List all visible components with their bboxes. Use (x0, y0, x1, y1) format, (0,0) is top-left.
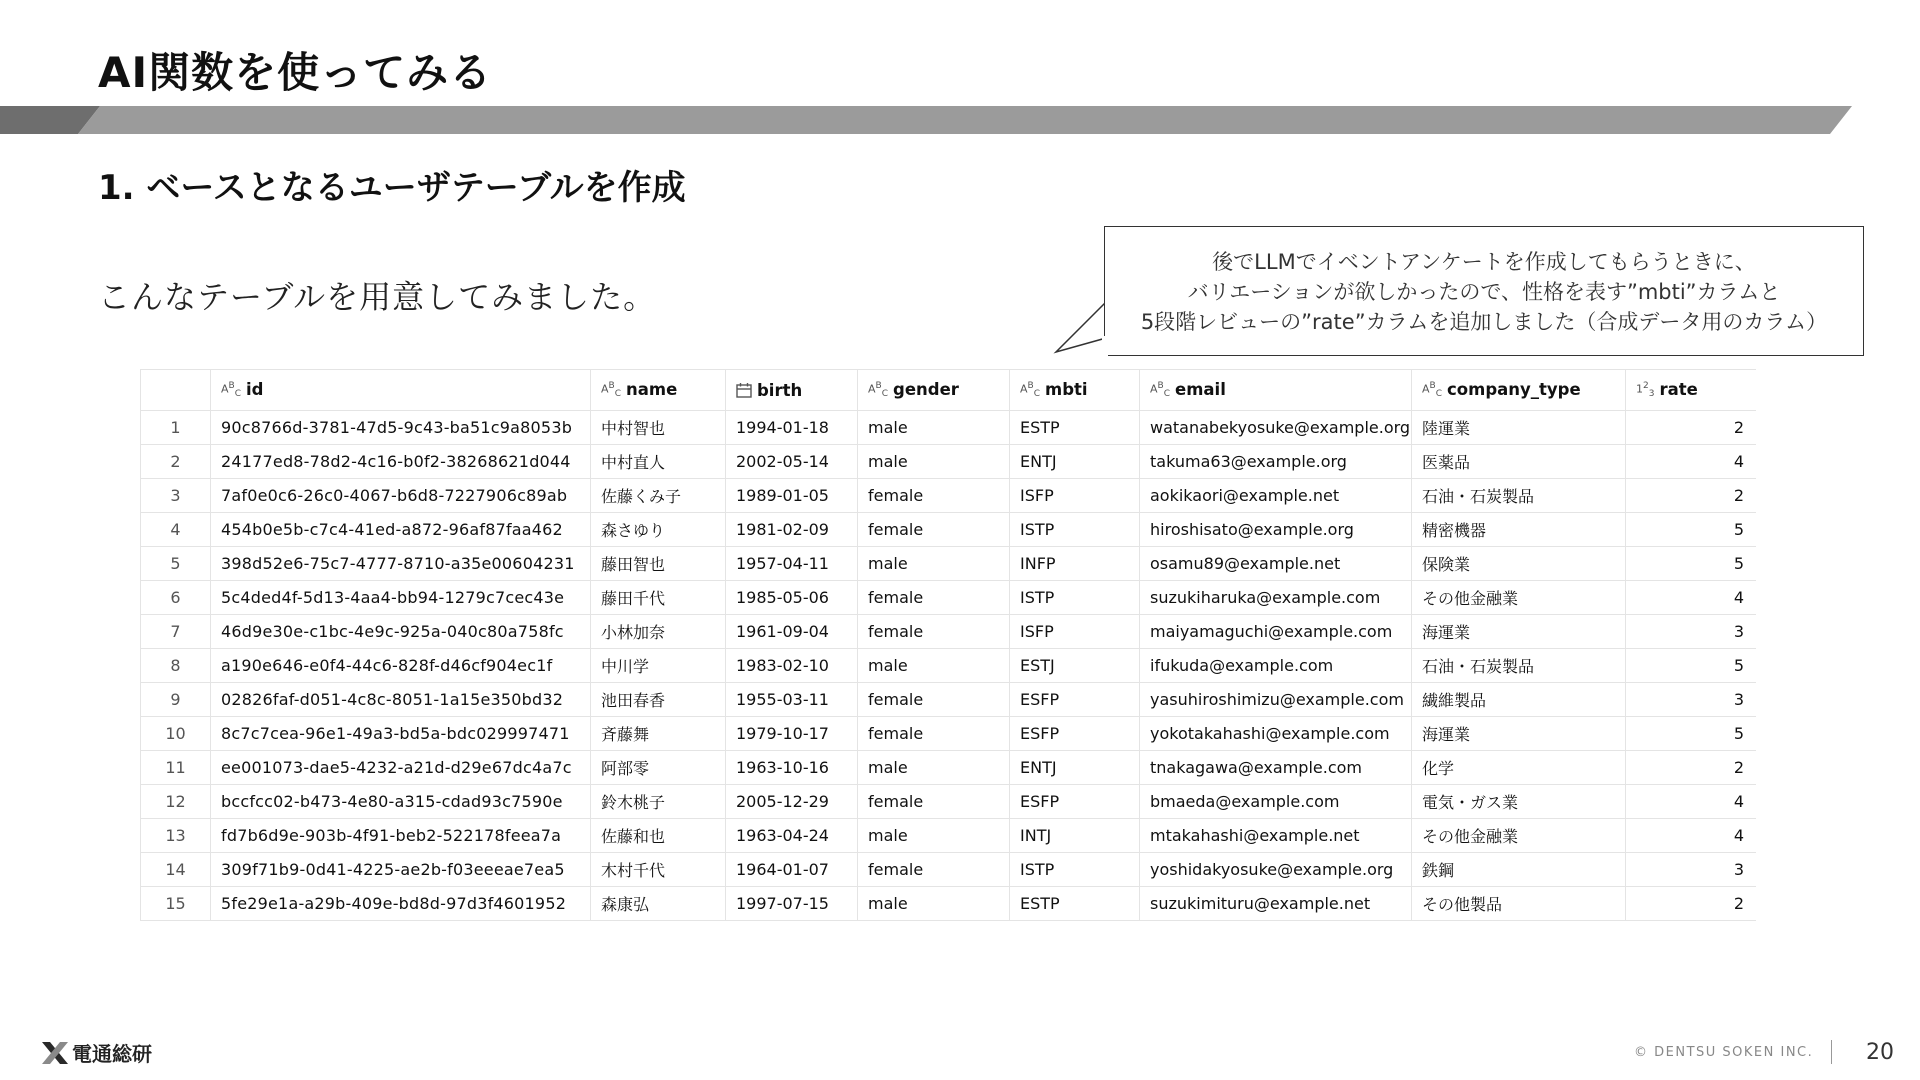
slide-title: AI関数を使ってみる (98, 48, 493, 97)
cell-id: 7af0e0c6-26c0-4067-b6d8-7227906c89ab (211, 479, 591, 513)
cell-name: 藤田智也 (591, 547, 726, 581)
cell-mbti: ESTJ (1010, 649, 1140, 683)
cell-email: maiyamaguchi@example.com (1140, 615, 1412, 649)
cell-name: 森康弘 (591, 887, 726, 921)
cell-id: 5c4ded4f-5d13-4aa4-bb94-1279c7cec43e (211, 581, 591, 615)
cell-name: 小林加奈 (591, 615, 726, 649)
table-row[interactable] (141, 411, 1757, 445)
cell-email: yoshidakyosuke@example.org (1140, 853, 1412, 887)
cell-gender: male (858, 887, 1010, 921)
cell-email: watanabekyosuke@example.org (1140, 411, 1412, 445)
callout-line-1: 後でLLMでイベントアンケートを作成してもらうときに、 (1212, 250, 1756, 274)
cell-name: 中村直人 (591, 445, 726, 479)
row-number: 13 (141, 819, 211, 853)
cell-name: 木村千代 (591, 853, 726, 887)
cell-company-type: 石油・石炭製品 (1412, 479, 1626, 513)
cell-mbti: ENTJ (1010, 445, 1140, 479)
cell-gender: male (858, 411, 1010, 445)
callout-line-2: バリエーションが欲しかったので、性格を表す”mbti”カラムと (1187, 280, 1781, 304)
cell-rate: 5 (1626, 547, 1757, 581)
cell-gender: female (858, 581, 1010, 615)
cell-rate: 5 (1626, 513, 1757, 547)
cell-gender: female (858, 683, 1010, 717)
row-number: 2 (141, 445, 211, 479)
table-row[interactable] (141, 819, 1757, 853)
cell-email: hiroshisato@example.org (1140, 513, 1412, 547)
column-header-rate[interactable]: $1^2_3$ rate (1626, 370, 1757, 411)
cell-rate: 3 (1626, 615, 1757, 649)
cell-name: 鈴木桃子 (591, 785, 726, 819)
cell-company-type: 精密機器 (1412, 513, 1626, 547)
cell-gender: male (858, 751, 1010, 785)
page-number: 20 (1866, 1040, 1894, 1065)
row-number: 15 (141, 887, 211, 921)
cell-gender: male (858, 547, 1010, 581)
cell-gender: female (858, 513, 1010, 547)
cell-company-type: 海運業 (1412, 717, 1626, 751)
cell-name: 中川学 (591, 649, 726, 683)
cell-rate: 2 (1626, 751, 1757, 785)
table-row[interactable] (141, 479, 1757, 513)
cell-mbti: ISTP (1010, 581, 1140, 615)
cell-mbti: INFP (1010, 547, 1140, 581)
column-header-company-type[interactable]: $A^B_C$ company_type (1412, 370, 1626, 411)
row-number: 10 (141, 717, 211, 751)
table-row[interactable] (141, 853, 1757, 887)
row-number: 1 (141, 411, 211, 445)
cell-birth: 1964-01-07 (726, 853, 858, 887)
table-row[interactable] (141, 513, 1757, 547)
table-row[interactable] (141, 547, 1757, 581)
cell-mbti: ESFP (1010, 717, 1140, 751)
table-row[interactable] (141, 785, 1757, 819)
cell-name: 森さゆり (591, 513, 726, 547)
copyright: © DENTSU SOKEN INC. (1634, 1045, 1814, 1060)
cell-rate: 2 (1626, 479, 1757, 513)
cell-email: suzukiharuka@example.com (1140, 581, 1412, 615)
cell-company-type: 鉄鋼 (1412, 853, 1626, 887)
text-type-icon: $A^B_C$ (868, 381, 889, 399)
cell-mbti: ENTJ (1010, 751, 1140, 785)
cell-id: 8c7c7cea-96e1-49a3-bd5a-bdc029997471 (211, 717, 591, 751)
row-number: 11 (141, 751, 211, 785)
table-row[interactable] (141, 683, 1757, 717)
cell-birth: 1961-09-04 (726, 615, 858, 649)
table-row[interactable] (141, 649, 1757, 683)
cell-company-type: 石油・石炭製品 (1412, 649, 1626, 683)
cell-rate: 4 (1626, 819, 1757, 853)
cell-company-type: その他製品 (1412, 887, 1626, 921)
cell-name: 藤田千代 (591, 581, 726, 615)
cell-rate: 4 (1626, 445, 1757, 479)
table-row[interactable] (141, 751, 1757, 785)
text-type-icon: $A^B_C$ (601, 381, 622, 399)
table-row[interactable] (141, 445, 1757, 479)
cell-rate: 3 (1626, 683, 1757, 717)
cell-company-type: 医薬品 (1412, 445, 1626, 479)
cell-rate: 2 (1626, 887, 1757, 921)
table-row[interactable] (141, 887, 1757, 921)
cell-mbti: ESFP (1010, 683, 1140, 717)
column-header-mbti[interactable]: $A^B_C$ mbti (1010, 370, 1140, 411)
text-type-icon: $A^B_C$ (221, 381, 242, 399)
cell-email: ifukuda@example.com (1140, 649, 1412, 683)
calendar-type-icon (736, 383, 752, 400)
table-row[interactable] (141, 717, 1757, 751)
row-number-header (141, 370, 211, 411)
cell-birth: 1983-02-10 (726, 649, 858, 683)
cell-email: suzukimituru@example.net (1140, 887, 1412, 921)
cell-birth: 1963-10-16 (726, 751, 858, 785)
cell-company-type: 海運業 (1412, 615, 1626, 649)
cell-rate: 3 (1626, 853, 1757, 887)
cell-name: 佐藤和也 (591, 819, 726, 853)
cell-birth: 1994-01-18 (726, 411, 858, 445)
table-row[interactable] (141, 581, 1757, 615)
cell-id: 02826faf-d051-4c8c-8051-1a15e350bd32 (211, 683, 591, 717)
cell-birth: 1981-02-09 (726, 513, 858, 547)
column-header-name[interactable]: $A^B_C$ name (591, 370, 726, 411)
logo-mark-icon (42, 1042, 68, 1064)
table-header-row (141, 370, 1757, 411)
row-number: 9 (141, 683, 211, 717)
row-number: 3 (141, 479, 211, 513)
cell-id: bccfcc02-b473-4e80-a315-cdad93c7590e (211, 785, 591, 819)
cell-gender: male (858, 819, 1010, 853)
cell-company-type: 陸運業 (1412, 411, 1626, 445)
cell-company-type: その他金融業 (1412, 581, 1626, 615)
cell-id: 24177ed8-78d2-4c16-b0f2-38268621d044 (211, 445, 591, 479)
text-type-icon: $A^B_C$ (1150, 381, 1171, 399)
cell-mbti: ISTP (1010, 853, 1140, 887)
cell-mbti: ISFP (1010, 615, 1140, 649)
cell-gender: female (858, 615, 1010, 649)
cell-email: yokotakahashi@example.com (1140, 717, 1412, 751)
cell-gender: female (858, 785, 1010, 819)
cell-birth: 2005-12-29 (726, 785, 858, 819)
text-type-icon: $A^B_C$ (1422, 381, 1443, 399)
cell-id: 46d9e30e-c1bc-4e9c-925a-040c80a758fc (211, 615, 591, 649)
cell-birth: 1997-07-15 (726, 887, 858, 921)
cell-mbti: ESFP (1010, 785, 1140, 819)
cell-id: ee001073-dae5-4232-a21d-d29e67dc4a7c (211, 751, 591, 785)
cell-name: 阿部零 (591, 751, 726, 785)
cell-company-type: 化学 (1412, 751, 1626, 785)
company-logo (42, 1038, 152, 1067)
cell-company-type: 電気・ガス業 (1412, 785, 1626, 819)
row-number: 7 (141, 615, 211, 649)
cell-email: bmaeda@example.com (1140, 785, 1412, 819)
row-number: 8 (141, 649, 211, 683)
text-type-icon: $A^B_C$ (1020, 381, 1041, 399)
cell-company-type: 保険業 (1412, 547, 1626, 581)
cell-rate: 5 (1626, 649, 1757, 683)
cell-id: 5fe29e1a-a29b-409e-bd8d-97d3f4601952 (211, 887, 591, 921)
cell-id: 309f71b9-0d41-4225-ae2b-f03eeeae7ea5 (211, 853, 591, 887)
cell-email: aokikaori@example.net (1140, 479, 1412, 513)
cell-birth: 2002-05-14 (726, 445, 858, 479)
cell-rate: 4 (1626, 785, 1757, 819)
cell-gender: female (858, 717, 1010, 751)
cell-company-type: その他金融業 (1412, 819, 1626, 853)
intro-text: こんなテーブルを用意してみました。 (98, 278, 657, 316)
cell-gender: male (858, 445, 1010, 479)
cell-birth: 1955-03-11 (726, 683, 858, 717)
cell-rate: 4 (1626, 581, 1757, 615)
cell-birth: 1985-05-06 (726, 581, 858, 615)
column-header-gender[interactable]: $A^B_C$ gender (858, 370, 1010, 411)
cell-id: fd7b6d9e-903b-4f91-beb2-522178feea7a (211, 819, 591, 853)
cell-email: takuma63@example.org (1140, 445, 1412, 479)
cell-email: mtakahashi@example.net (1140, 819, 1412, 853)
row-number: 12 (141, 785, 211, 819)
table-body (141, 411, 1757, 921)
column-header-id[interactable]: $A^B_C$ id (211, 370, 591, 411)
cell-rate: 5 (1626, 717, 1757, 751)
cell-name: 池田春香 (591, 683, 726, 717)
section-heading: 1. ベースとなるユーザテーブルを作成 (98, 168, 686, 208)
cell-mbti: ISFP (1010, 479, 1140, 513)
logo-text: 電通総研 (72, 1042, 152, 1066)
column-header-birth[interactable]: birth (726, 370, 858, 411)
callout-line-3: 5段階レビューの”rate”カラムを追加しました（合成データ用のカラム） (1140, 310, 1828, 334)
cell-name: 斉藤舞 (591, 717, 726, 751)
cell-rate: 2 (1626, 411, 1757, 445)
number-type-icon: $1^2_3$ (1636, 381, 1655, 399)
callout-tail-cover (1102, 336, 1108, 356)
row-number: 14 (141, 853, 211, 887)
cell-id: a190e646-e0f4-44c6-828f-d46cf904ec1f (211, 649, 591, 683)
cell-gender: male (858, 649, 1010, 683)
cell-id: 454b0e5b-c7c4-41ed-a872-96af87faa462 (211, 513, 591, 547)
cell-mbti: ISTP (1010, 513, 1140, 547)
title-band-light (78, 106, 1852, 134)
cell-gender: female (858, 479, 1010, 513)
cell-mbti: INTJ (1010, 819, 1140, 853)
cell-email: osamu89@example.net (1140, 547, 1412, 581)
table-row[interactable] (141, 615, 1757, 649)
callout-box (1104, 226, 1864, 356)
cell-birth: 1979-10-17 (726, 717, 858, 751)
cell-company-type: 繊維製品 (1412, 683, 1626, 717)
user-table (140, 369, 1756, 929)
cell-birth: 1963-04-24 (726, 819, 858, 853)
cell-id: 398d52e6-75c7-4777-8710-a35e00604231 (211, 547, 591, 581)
cell-name: 中村智也 (591, 411, 726, 445)
cell-birth: 1989-01-05 (726, 479, 858, 513)
cell-mbti: ESTP (1010, 887, 1140, 921)
row-number: 5 (141, 547, 211, 581)
cell-email: yasuhiroshimizu@example.com (1140, 683, 1412, 717)
cell-gender: female (858, 853, 1010, 887)
cell-name: 佐藤くみ子 (591, 479, 726, 513)
column-header-email[interactable]: $A^B_C$ email (1140, 370, 1412, 411)
cell-birth: 1957-04-11 (726, 547, 858, 581)
footer-divider (1831, 1040, 1832, 1064)
cell-id: 90c8766d-3781-47d5-9c43-ba51c9a8053b (211, 411, 591, 445)
title-band (0, 106, 1920, 134)
cell-mbti: ESTP (1010, 411, 1140, 445)
row-number: 4 (141, 513, 211, 547)
cell-email: tnakagawa@example.com (1140, 751, 1412, 785)
row-number: 6 (141, 581, 211, 615)
